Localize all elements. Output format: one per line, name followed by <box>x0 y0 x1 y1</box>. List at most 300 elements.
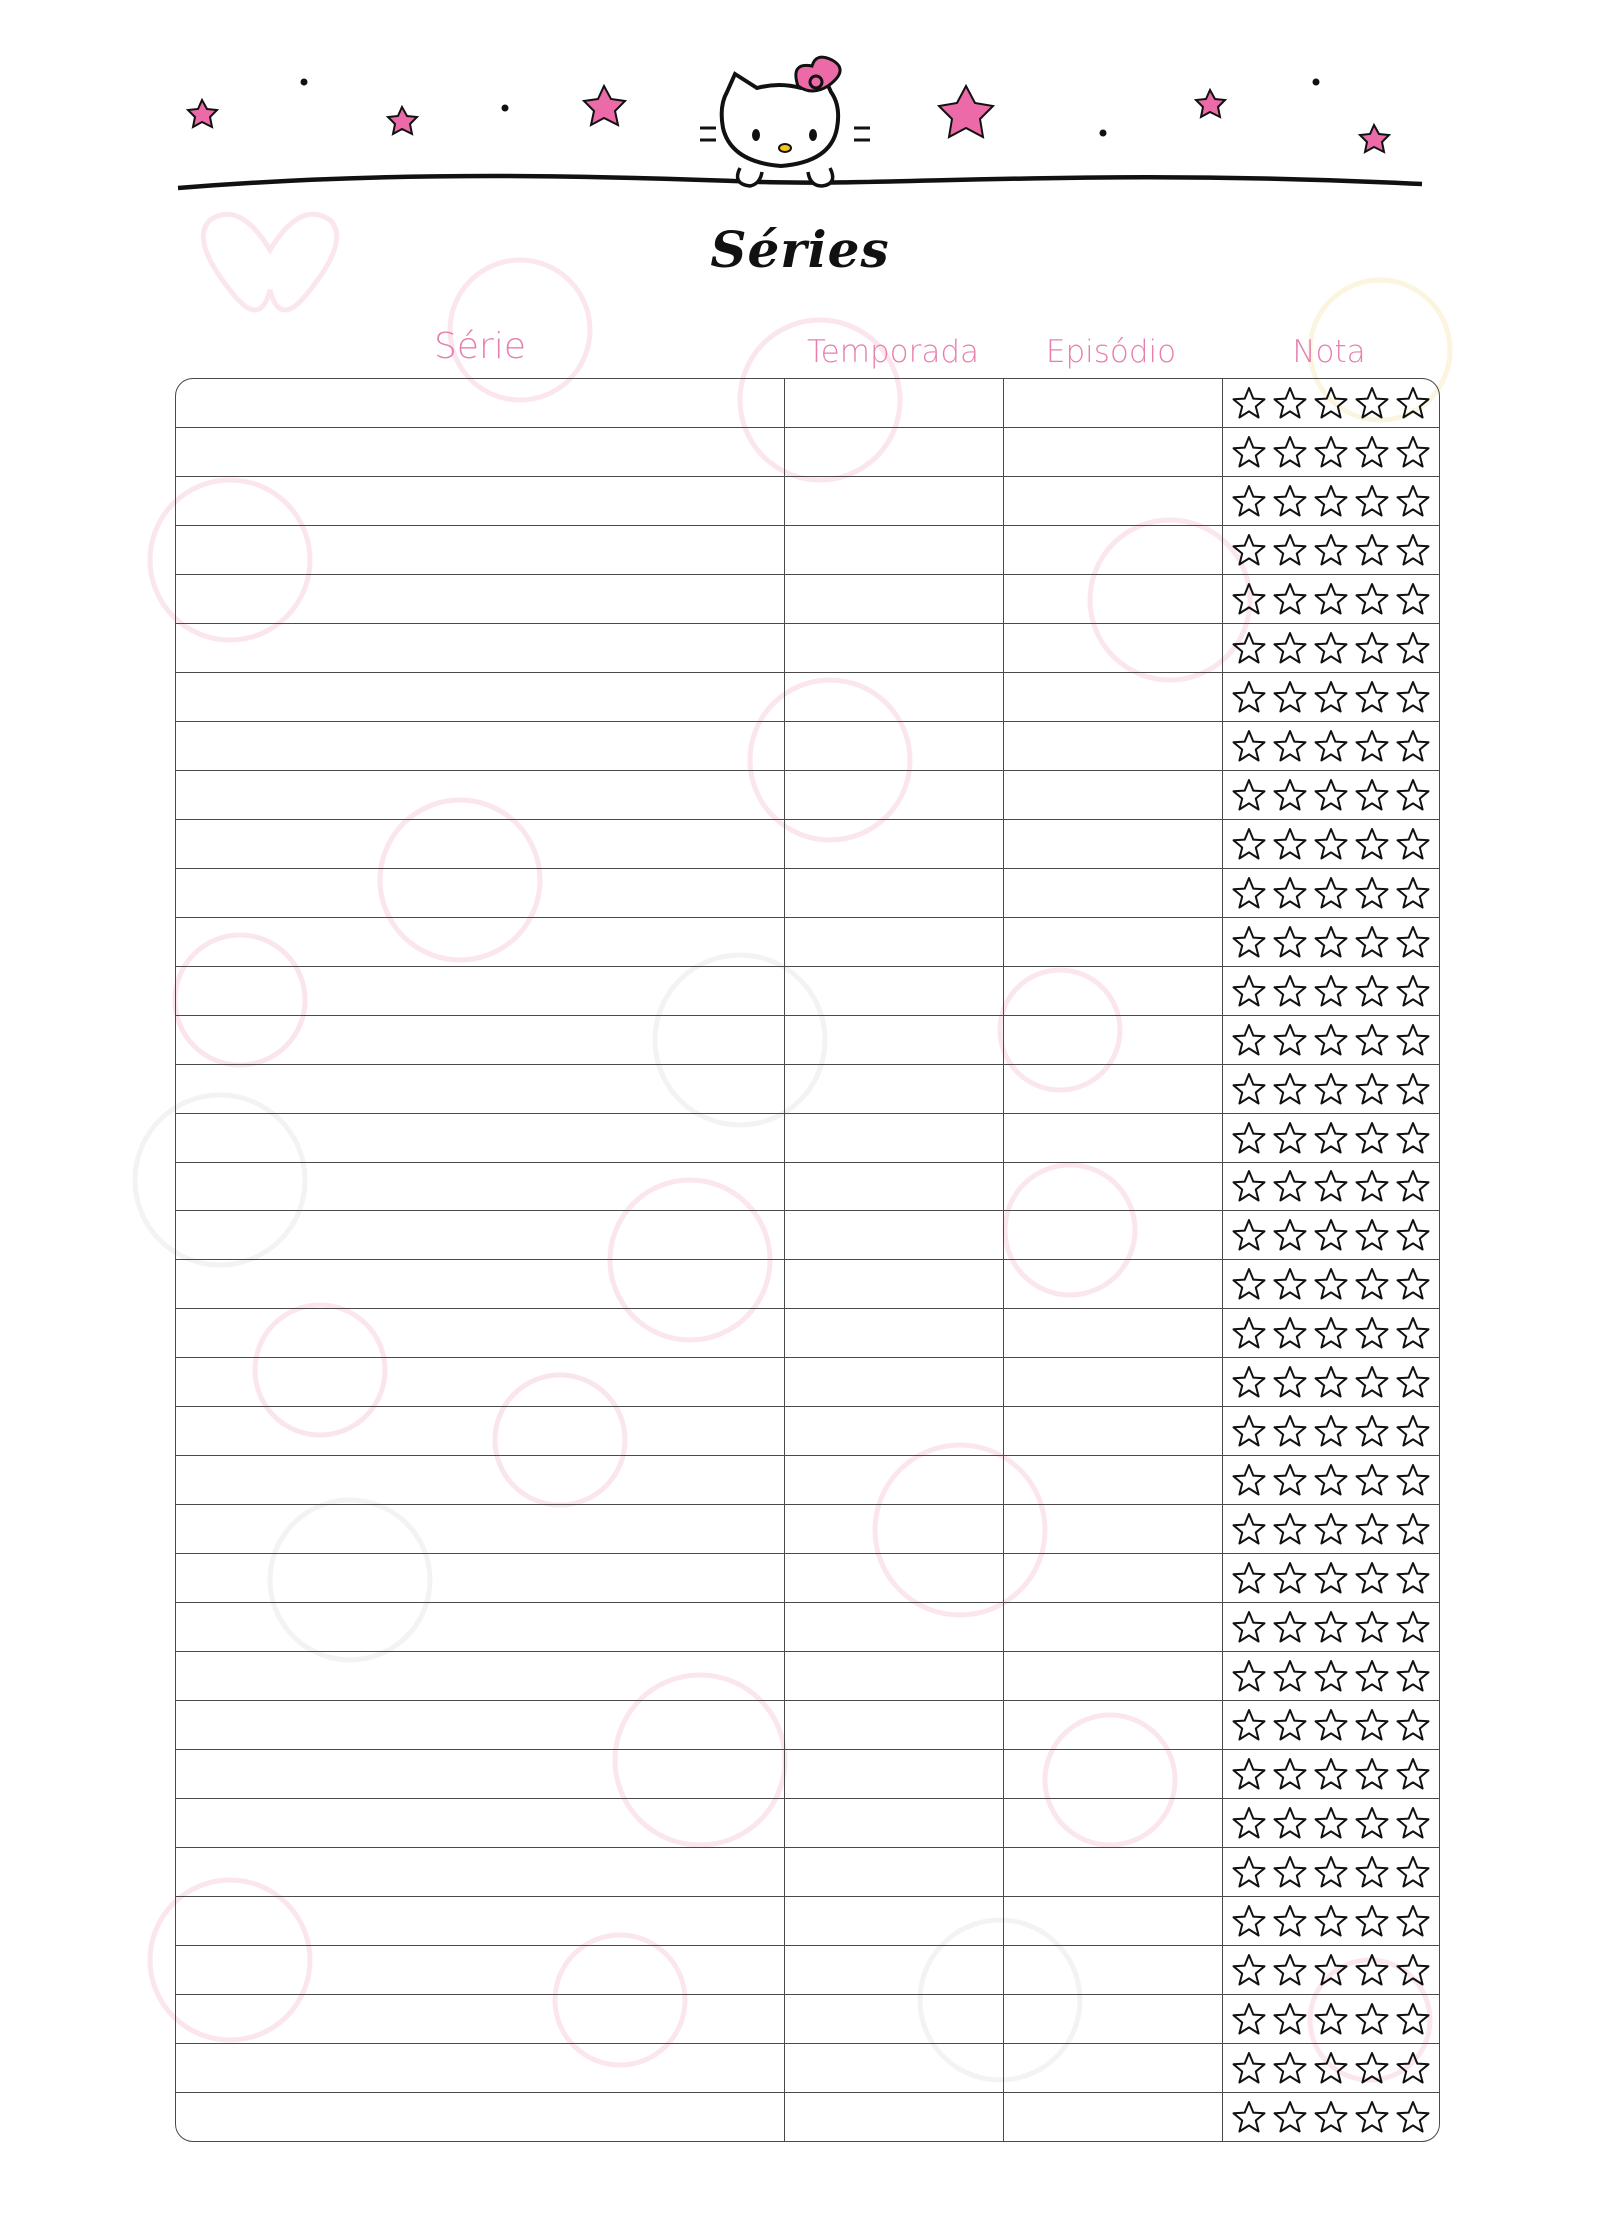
star-outline-icon[interactable] <box>1394 1461 1432 1499</box>
star-outline-icon[interactable] <box>1271 2000 1309 2038</box>
serie-cell[interactable] <box>176 1603 785 1651</box>
temporada-cell[interactable] <box>785 1750 1004 1798</box>
star-outline-icon[interactable] <box>1353 1412 1391 1450</box>
episodio-cell[interactable] <box>1004 1407 1223 1455</box>
star-outline-icon[interactable] <box>1353 1510 1391 1548</box>
star-outline-icon[interactable] <box>1312 433 1350 471</box>
serie-cell[interactable] <box>176 1750 785 1798</box>
star-outline-icon[interactable] <box>1230 2000 1268 2038</box>
star-outline-icon[interactable] <box>1271 1510 1309 1548</box>
star-outline-icon[interactable] <box>1353 1804 1391 1842</box>
episodio-cell[interactable] <box>1004 1358 1223 1406</box>
episodio-cell[interactable] <box>1004 771 1223 819</box>
star-outline-icon[interactable] <box>1271 727 1309 765</box>
star-outline-icon[interactable] <box>1271 1119 1309 1157</box>
star-outline-icon[interactable] <box>1353 776 1391 814</box>
star-outline-icon[interactable] <box>1312 1070 1350 1108</box>
episodio-cell[interactable] <box>1004 526 1223 574</box>
star-outline-icon[interactable] <box>1230 1804 1268 1842</box>
temporada-cell[interactable] <box>785 1358 1004 1406</box>
temporada-cell[interactable] <box>785 575 1004 623</box>
nota-cell <box>1223 1701 1439 1749</box>
temporada-cell[interactable] <box>785 918 1004 966</box>
star-outline-icon[interactable] <box>1353 482 1391 520</box>
star-outline-icon[interactable] <box>1312 1608 1350 1646</box>
star-outline-icon[interactable] <box>1394 923 1432 961</box>
star-outline-icon[interactable] <box>1230 727 1268 765</box>
star-outline-icon[interactable] <box>1230 776 1268 814</box>
star-outline-icon[interactable] <box>1353 1608 1391 1646</box>
star-outline-icon[interactable] <box>1353 384 1391 422</box>
star-outline-icon[interactable] <box>1312 1216 1350 1254</box>
star-outline-icon[interactable] <box>1271 874 1309 912</box>
star-outline-icon[interactable] <box>1271 825 1309 863</box>
serie-cell[interactable] <box>176 379 785 427</box>
star-outline-icon[interactable] <box>1230 1070 1268 1108</box>
star-outline-icon[interactable] <box>1353 1902 1391 1940</box>
star-outline-icon[interactable] <box>1353 727 1391 765</box>
episodio-cell[interactable] <box>1004 624 1223 672</box>
star-outline-icon[interactable] <box>1312 384 1350 422</box>
temporada-cell[interactable] <box>785 477 1004 525</box>
table-row <box>176 868 1439 917</box>
serie-cell[interactable] <box>176 575 785 623</box>
episodio-cell[interactable] <box>1004 673 1223 721</box>
temporada-cell[interactable] <box>785 1652 1004 1700</box>
star-outline-icon[interactable] <box>1271 629 1309 667</box>
star-outline-icon[interactable] <box>1271 1363 1309 1401</box>
star-outline-icon[interactable] <box>1394 2000 1432 2038</box>
star-outline-icon[interactable] <box>1312 1657 1350 1695</box>
star-outline-icon[interactable] <box>1271 2098 1309 2136</box>
star-outline-icon[interactable] <box>1230 1363 1268 1401</box>
star-outline-icon[interactable] <box>1271 1804 1309 1842</box>
table-row <box>176 966 1439 1015</box>
episodio-cell[interactable] <box>1004 2044 1223 2092</box>
star-outline-icon[interactable] <box>1394 825 1432 863</box>
star-outline-icon[interactable] <box>1230 482 1268 520</box>
star-outline-icon[interactable] <box>1271 923 1309 961</box>
temporada-cell[interactable] <box>785 771 1004 819</box>
serie-cell[interactable] <box>176 2044 785 2092</box>
serie-cell[interactable] <box>176 526 785 574</box>
episodio-cell[interactable] <box>1004 477 1223 525</box>
star-outline-icon[interactable] <box>1230 1559 1268 1597</box>
temporada-cell[interactable] <box>785 2044 1004 2092</box>
temporada-cell[interactable] <box>785 1799 1004 1847</box>
star-outline-icon[interactable] <box>1353 2049 1391 2087</box>
star-outline-icon[interactable] <box>1271 2049 1309 2087</box>
star-outline-icon[interactable] <box>1271 531 1309 569</box>
episodio-cell[interactable] <box>1004 1995 1223 2043</box>
temporada-cell[interactable] <box>785 1407 1004 1455</box>
star-outline-icon[interactable] <box>1230 1216 1268 1254</box>
star-outline-icon[interactable] <box>1230 1167 1268 1205</box>
star-outline-icon[interactable] <box>1312 1510 1350 1548</box>
star-outline-icon[interactable] <box>1394 1706 1432 1744</box>
star-outline-icon[interactable] <box>1230 1265 1268 1303</box>
star-outline-icon[interactable] <box>1394 2049 1432 2087</box>
star-outline-icon[interactable] <box>1271 1070 1309 1108</box>
serie-cell[interactable] <box>176 820 785 868</box>
star-outline-icon[interactable] <box>1271 678 1309 716</box>
star-outline-icon[interactable] <box>1394 1070 1432 1108</box>
temporada-cell[interactable] <box>785 1211 1004 1259</box>
star-outline-icon[interactable] <box>1312 2049 1350 2087</box>
star-outline-icon[interactable] <box>1353 2098 1391 2136</box>
temporada-cell[interactable] <box>785 1554 1004 1602</box>
temporada-cell[interactable] <box>785 1848 1004 1896</box>
star-outline-icon[interactable] <box>1394 1363 1432 1401</box>
star-outline-icon[interactable] <box>1312 678 1350 716</box>
star-outline-icon[interactable] <box>1353 678 1391 716</box>
star-outline-icon[interactable] <box>1394 972 1432 1010</box>
star-outline-icon[interactable] <box>1353 1559 1391 1597</box>
star-outline-icon[interactable] <box>1353 2000 1391 2038</box>
temporada-cell[interactable] <box>785 1065 1004 1113</box>
header-decoration <box>0 0 1600 220</box>
star-outline-icon[interactable] <box>1394 580 1432 618</box>
star-outline-icon[interactable] <box>1353 1216 1391 1254</box>
serie-cell[interactable] <box>176 1309 785 1357</box>
star-outline-icon[interactable] <box>1230 2049 1268 2087</box>
star-outline-icon[interactable] <box>1353 874 1391 912</box>
serie-cell[interactable] <box>176 1505 785 1553</box>
star-outline-icon[interactable] <box>1353 1167 1391 1205</box>
star-outline-icon[interactable] <box>1394 776 1432 814</box>
temporada-cell[interactable] <box>785 673 1004 721</box>
star-outline-icon[interactable] <box>1312 1021 1350 1059</box>
star-outline-icon[interactable] <box>1230 1902 1268 1940</box>
star-outline-icon[interactable] <box>1353 531 1391 569</box>
temporada-cell[interactable] <box>785 1260 1004 1308</box>
star-outline-icon[interactable] <box>1353 580 1391 618</box>
star-outline-icon[interactable] <box>1353 1021 1391 1059</box>
star-outline-icon[interactable] <box>1271 433 1309 471</box>
star-outline-icon[interactable] <box>1230 972 1268 1010</box>
star-outline-icon[interactable] <box>1394 678 1432 716</box>
star-outline-icon[interactable] <box>1312 2098 1350 2136</box>
serie-cell[interactable] <box>176 1260 785 1308</box>
star-outline-icon[interactable] <box>1230 384 1268 422</box>
star-outline-icon[interactable] <box>1230 874 1268 912</box>
star-outline-icon[interactable] <box>1312 1461 1350 1499</box>
serie-cell[interactable] <box>176 1163 785 1211</box>
serie-cell[interactable] <box>176 624 785 672</box>
temporada-cell[interactable] <box>785 2093 1004 2141</box>
star-outline-icon[interactable] <box>1353 923 1391 961</box>
episodio-cell[interactable] <box>1004 379 1223 427</box>
serie-cell[interactable] <box>176 1848 785 1896</box>
star-outline-icon[interactable] <box>1271 1461 1309 1499</box>
star-outline-icon[interactable] <box>1271 1608 1309 1646</box>
temporada-cell[interactable] <box>785 1309 1004 1357</box>
star-outline-icon[interactable] <box>1394 531 1432 569</box>
star-outline-icon[interactable] <box>1394 1755 1432 1793</box>
star-outline-icon[interactable] <box>1230 1608 1268 1646</box>
star-outline-icon[interactable] <box>1271 384 1309 422</box>
star-outline-icon[interactable] <box>1230 678 1268 716</box>
star-outline-icon[interactable] <box>1271 776 1309 814</box>
episodio-cell[interactable] <box>1004 1897 1223 1945</box>
star-outline-icon[interactable] <box>1312 874 1350 912</box>
star-outline-icon[interactable] <box>1353 972 1391 1010</box>
table-row <box>176 1455 1439 1504</box>
serie-cell[interactable] <box>176 1211 785 1259</box>
temporada-cell[interactable] <box>785 1946 1004 1994</box>
star-outline-icon[interactable] <box>1271 972 1309 1010</box>
star-outline-icon[interactable] <box>1353 825 1391 863</box>
episodio-cell[interactable] <box>1004 1456 1223 1504</box>
star-outline-icon[interactable] <box>1271 1902 1309 1940</box>
page-title: Séries <box>710 220 890 279</box>
star-decoration-icon <box>388 107 417 134</box>
star-outline-icon[interactable] <box>1230 1657 1268 1695</box>
star-outline-icon[interactable] <box>1353 1070 1391 1108</box>
serie-cell[interactable] <box>176 1946 785 1994</box>
star-outline-icon[interactable] <box>1394 727 1432 765</box>
star-outline-icon[interactable] <box>1394 1510 1432 1548</box>
temporada-cell[interactable] <box>785 820 1004 868</box>
serie-cell[interactable] <box>176 1065 785 1113</box>
star-outline-icon[interactable] <box>1230 1853 1268 1891</box>
star-outline-icon[interactable] <box>1271 1853 1309 1891</box>
temporada-cell[interactable] <box>785 1603 1004 1651</box>
episodio-cell[interactable] <box>1004 1652 1223 1700</box>
star-outline-icon[interactable] <box>1312 972 1350 1010</box>
star-outline-icon[interactable] <box>1394 433 1432 471</box>
table-row <box>176 1749 1439 1798</box>
star-outline-icon[interactable] <box>1230 433 1268 471</box>
temporada-cell[interactable] <box>785 1995 1004 2043</box>
star-outline-icon[interactable] <box>1271 482 1309 520</box>
star-outline-icon[interactable] <box>1312 1314 1350 1352</box>
episodio-cell[interactable] <box>1004 1163 1223 1211</box>
star-outline-icon[interactable] <box>1394 1608 1432 1646</box>
serie-cell[interactable] <box>176 477 785 525</box>
serie-cell[interactable] <box>176 1799 785 1847</box>
star-outline-icon[interactable] <box>1312 1167 1350 1205</box>
star-outline-icon[interactable] <box>1394 1314 1432 1352</box>
star-outline-icon[interactable] <box>1312 1902 1350 1940</box>
episodio-cell[interactable] <box>1004 1701 1223 1749</box>
episodio-cell[interactable] <box>1004 1114 1223 1162</box>
star-outline-icon[interactable] <box>1230 531 1268 569</box>
star-outline-icon[interactable] <box>1230 1461 1268 1499</box>
star-outline-icon[interactable] <box>1312 1363 1350 1401</box>
star-outline-icon[interactable] <box>1394 1412 1432 1450</box>
star-outline-icon[interactable] <box>1394 1021 1432 1059</box>
temporada-cell[interactable] <box>785 428 1004 476</box>
serie-cell[interactable] <box>176 918 785 966</box>
star-outline-icon[interactable] <box>1271 1755 1309 1793</box>
star-outline-icon[interactable] <box>1230 825 1268 863</box>
serie-cell[interactable] <box>176 1358 785 1406</box>
star-outline-icon[interactable] <box>1312 1706 1350 1744</box>
temporada-cell[interactable] <box>785 624 1004 672</box>
star-outline-icon[interactable] <box>1230 923 1268 961</box>
nota-cell <box>1223 2044 1439 2092</box>
star-outline-icon[interactable] <box>1312 1853 1350 1891</box>
star-outline-icon[interactable] <box>1230 1951 1268 1989</box>
star-outline-icon[interactable] <box>1312 776 1350 814</box>
serie-cell[interactable] <box>176 1456 785 1504</box>
temporada-cell[interactable] <box>785 526 1004 574</box>
star-outline-icon[interactable] <box>1312 1265 1350 1303</box>
star-outline-icon[interactable] <box>1353 1265 1391 1303</box>
serie-cell[interactable] <box>176 1995 785 2043</box>
star-outline-icon[interactable] <box>1394 1167 1432 1205</box>
star-outline-icon[interactable] <box>1353 1461 1391 1499</box>
star-outline-icon[interactable] <box>1271 1021 1309 1059</box>
episodio-cell[interactable] <box>1004 1065 1223 1113</box>
episodio-cell[interactable] <box>1004 1750 1223 1798</box>
star-outline-icon[interactable] <box>1230 1314 1268 1352</box>
temporada-cell[interactable] <box>785 1114 1004 1162</box>
serie-cell[interactable] <box>176 1652 785 1700</box>
serie-cell[interactable] <box>176 771 785 819</box>
star-outline-icon[interactable] <box>1394 874 1432 912</box>
star-outline-icon[interactable] <box>1312 1951 1350 1989</box>
star-outline-icon[interactable] <box>1271 1559 1309 1597</box>
episodio-cell[interactable] <box>1004 1309 1223 1357</box>
star-outline-icon[interactable] <box>1353 433 1391 471</box>
star-outline-icon[interactable] <box>1312 825 1350 863</box>
star-outline-icon[interactable] <box>1353 1755 1391 1793</box>
episodio-cell[interactable] <box>1004 820 1223 868</box>
star-outline-icon[interactable] <box>1271 580 1309 618</box>
episodio-cell[interactable] <box>1004 1799 1223 1847</box>
star-outline-icon[interactable] <box>1271 1265 1309 1303</box>
serie-cell[interactable] <box>176 1897 785 1945</box>
star-outline-icon[interactable] <box>1353 1314 1391 1352</box>
star-outline-icon[interactable] <box>1312 2000 1350 2038</box>
star-outline-icon[interactable] <box>1230 629 1268 667</box>
star-outline-icon[interactable] <box>1312 923 1350 961</box>
star-outline-icon[interactable] <box>1394 1559 1432 1597</box>
star-outline-icon[interactable] <box>1271 1216 1309 1254</box>
serie-cell[interactable] <box>176 1701 785 1749</box>
episodio-cell[interactable] <box>1004 575 1223 623</box>
serie-cell[interactable] <box>176 428 785 476</box>
star-outline-icon[interactable] <box>1394 1902 1432 1940</box>
star-outline-icon[interactable] <box>1353 1706 1391 1744</box>
star-outline-icon[interactable] <box>1230 1755 1268 1793</box>
star-outline-icon[interactable] <box>1312 1119 1350 1157</box>
episodio-cell[interactable] <box>1004 1603 1223 1651</box>
star-outline-icon[interactable] <box>1271 1314 1309 1352</box>
star-outline-icon[interactable] <box>1312 1412 1350 1450</box>
star-outline-icon[interactable] <box>1271 1167 1309 1205</box>
star-outline-icon[interactable] <box>1353 1363 1391 1401</box>
star-outline-icon[interactable] <box>1353 1657 1391 1695</box>
nota-cell <box>1223 1995 1439 2043</box>
episodio-cell[interactable] <box>1004 1946 1223 1994</box>
temporada-cell[interactable] <box>785 1701 1004 1749</box>
star-outline-icon[interactable] <box>1353 1119 1391 1157</box>
star-outline-icon[interactable] <box>1353 1951 1391 1989</box>
star-outline-icon[interactable] <box>1271 1657 1309 1695</box>
star-outline-icon[interactable] <box>1312 629 1350 667</box>
episodio-cell[interactable] <box>1004 1260 1223 1308</box>
star-outline-icon[interactable] <box>1394 1804 1432 1842</box>
episodio-cell[interactable] <box>1004 967 1223 1015</box>
temporada-cell[interactable] <box>785 722 1004 770</box>
serie-cell[interactable] <box>176 869 785 917</box>
temporada-cell[interactable] <box>785 1163 1004 1211</box>
star-outline-icon[interactable] <box>1312 1804 1350 1842</box>
temporada-cell[interactable] <box>785 1016 1004 1064</box>
star-outline-icon[interactable] <box>1394 2098 1432 2136</box>
temporada-cell[interactable] <box>785 1897 1004 1945</box>
star-outline-icon[interactable] <box>1394 1951 1432 1989</box>
star-outline-icon[interactable] <box>1394 1265 1432 1303</box>
star-outline-icon[interactable] <box>1230 1706 1268 1744</box>
episodio-cell[interactable] <box>1004 428 1223 476</box>
episodio-cell[interactable] <box>1004 1016 1223 1064</box>
star-outline-icon[interactable] <box>1394 1657 1432 1695</box>
star-outline-icon[interactable] <box>1312 482 1350 520</box>
star-outline-icon[interactable] <box>1230 1412 1268 1450</box>
star-outline-icon[interactable] <box>1394 629 1432 667</box>
serie-cell[interactable] <box>176 1114 785 1162</box>
star-outline-icon[interactable] <box>1312 1559 1350 1597</box>
star-outline-icon[interactable] <box>1271 1706 1309 1744</box>
serie-cell[interactable] <box>176 1554 785 1602</box>
star-outline-icon[interactable] <box>1312 1755 1350 1793</box>
serie-cell[interactable] <box>176 1407 785 1455</box>
star-outline-icon[interactable] <box>1353 1853 1391 1891</box>
episodio-cell[interactable] <box>1004 1211 1223 1259</box>
column-header-serie: Série <box>434 326 526 367</box>
star-outline-icon[interactable] <box>1353 629 1391 667</box>
star-outline-icon[interactable] <box>1312 727 1350 765</box>
star-outline-icon[interactable] <box>1312 531 1350 569</box>
star-outline-icon[interactable] <box>1394 1119 1432 1157</box>
temporada-cell[interactable] <box>785 379 1004 427</box>
serie-cell[interactable] <box>176 1016 785 1064</box>
series-table <box>175 378 1440 2142</box>
star-outline-icon[interactable] <box>1394 482 1432 520</box>
star-outline-icon[interactable] <box>1230 1021 1268 1059</box>
serie-cell[interactable] <box>176 967 785 1015</box>
star-outline-icon[interactable] <box>1230 1510 1268 1548</box>
temporada-cell[interactable] <box>785 967 1004 1015</box>
episodio-cell[interactable] <box>1004 2093 1223 2141</box>
serie-cell[interactable] <box>176 673 785 721</box>
star-outline-icon[interactable] <box>1394 1216 1432 1254</box>
episodio-cell[interactable] <box>1004 1848 1223 1896</box>
episodio-cell[interactable] <box>1004 1505 1223 1553</box>
star-outline-icon[interactable] <box>1271 1412 1309 1450</box>
episodio-cell[interactable] <box>1004 722 1223 770</box>
temporada-cell[interactable] <box>785 1456 1004 1504</box>
star-outline-icon[interactable] <box>1394 384 1432 422</box>
serie-cell[interactable] <box>176 722 785 770</box>
star-outline-icon[interactable] <box>1271 1951 1309 1989</box>
star-outline-icon[interactable] <box>1230 580 1268 618</box>
temporada-cell[interactable] <box>785 869 1004 917</box>
episodio-cell[interactable] <box>1004 918 1223 966</box>
serie-cell[interactable] <box>176 2093 785 2141</box>
star-outline-icon[interactable] <box>1312 580 1350 618</box>
star-outline-icon[interactable] <box>1230 1119 1268 1157</box>
star-outline-icon[interactable] <box>1230 2098 1268 2136</box>
temporada-cell[interactable] <box>785 1505 1004 1553</box>
star-outline-icon[interactable] <box>1394 1853 1432 1891</box>
episodio-cell[interactable] <box>1004 869 1223 917</box>
episodio-cell[interactable] <box>1004 1554 1223 1602</box>
